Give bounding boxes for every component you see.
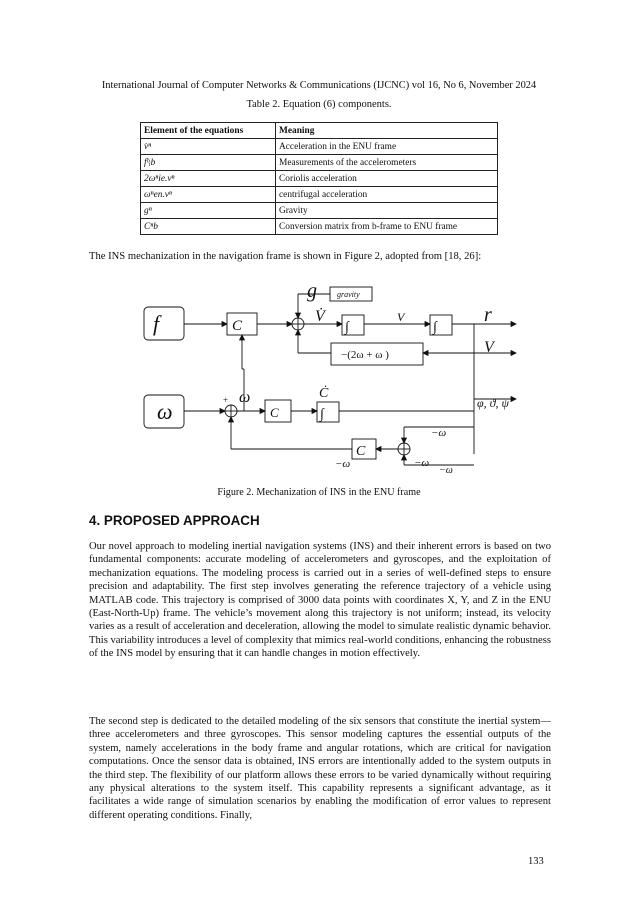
meaning-cell: Coriolis acceleration	[276, 171, 498, 187]
table-row	[141, 139, 498, 155]
label-gravity: gravity	[337, 290, 360, 299]
label-c-top: C	[232, 318, 243, 334]
section-heading: 4. PROPOSED APPROACH	[89, 513, 260, 528]
meaning-cell: Conversion matrix from b-frame to ENU frame	[276, 219, 498, 235]
label-v-out: V	[484, 339, 494, 356]
integral-symbol-attitude: ∫	[320, 407, 324, 422]
table-row	[141, 219, 498, 235]
label-plus: +	[223, 395, 229, 405]
label-omega-en: −ω	[439, 465, 453, 474]
label-angles: φ, ϑ, ψ	[477, 396, 509, 410]
label-f-ib: f	[153, 311, 160, 336]
label-c-bottom: C	[270, 405, 279, 420]
ins-mechanization-diagram	[139, 269, 519, 474]
element-cell: v̇ⁿ	[141, 139, 276, 155]
table-row	[141, 155, 498, 171]
label-g: g	[307, 280, 317, 302]
integral-symbol-position: ∫	[433, 320, 437, 335]
label-omega-ib: ω	[157, 399, 173, 424]
label-omega-in-left: −ω	[335, 458, 351, 470]
label-omega-ie: −ω	[431, 427, 447, 439]
equation-components-table	[140, 122, 498, 235]
element-cell: ωⁿen.vⁿ	[141, 187, 276, 203]
label-r: r	[484, 304, 492, 326]
element-cell: 2ωⁿie.vⁿ	[141, 171, 276, 187]
body-paragraph-1: Our novel approach to modeling inertial navigation systems (INS) and their inherent errors is based on two fundamental components: accurate modeling of accelerometers and gyroscopes, and the exploitation of mechanization equations. The modeling process is carried out in a series of well-defined steps to ensure precision and adaptability. The first step involves generating the reference trajectory of a vehicle using MATLAB code. This trajectory is comprised of 3000 data points with coordinates X, Y, and Z in the ENU (East-North-Up) frame. The vehicle’s movement along this trajectory is not uniform; instead, its velocity varies as a result of acceleration and deceleration, allowing the model to simulate realistic dynamic behavior. This variability introduces a level of complexity that mimics real-world conditions, enhancing the robustness of the INS model by ensuring that it can handle changes in motion effectively.	[89, 541, 551, 660]
element-cell: Cⁿb	[141, 219, 276, 235]
table-row	[141, 203, 498, 219]
label-v: V	[397, 310, 405, 324]
column-header-meaning: Meaning	[276, 123, 498, 139]
label-v-dot: V̇	[315, 308, 325, 325]
table-header-row	[141, 123, 498, 139]
table-row	[141, 171, 498, 187]
page-number: 133	[528, 856, 544, 867]
meaning-cell: Gravity	[276, 203, 498, 219]
body-paragraph-2: The second step is dedicated to the detailed modeling of the six sensors that constitute the inertial system—three accelerometers and three gyroscopes. This sensor modeling captures the essential outputs of the system, namely accelerations in the body frame and angular rotations, which are critical for navigation computations. Once the sensor data is obtained, INS errors are intentionally added to the system outputs in the third step. The flexibility of our platform allows these errors to be varied dynamically without requiring any physical alterations to the system itself. This capability represents a significant advantage, as it facilitates a wide range of simulation scenarios by enabling the modification of error values to represent different operating conditions. Finally,	[89, 716, 551, 821]
label-c-dot: Ċ	[319, 386, 329, 401]
table-row	[141, 187, 498, 203]
meaning-cell: centrifugal acceleration	[276, 187, 498, 203]
intro-paragraph: The INS mechanization in the navigation frame is shown in Figure 2, adopted from [18, 26]:	[89, 251, 482, 262]
label-omega-in-right: −ω	[414, 457, 430, 469]
figure-caption: Figure 2. Mechanization of INS in the ENU frame	[217, 487, 421, 498]
meaning-cell: Measurements of the accelerometers	[276, 155, 498, 171]
label-c-nb: C	[356, 444, 366, 459]
integral-symbol-velocity: ∫	[345, 320, 349, 335]
element-cell: gⁿ	[141, 203, 276, 219]
label-omega-nb: ω	[239, 389, 251, 406]
element-cell: fᵇᵢb	[141, 155, 276, 171]
journal-header: International Journal of Computer Networks & Communications (IJCNC) vol 16, No 6, November 2024	[101, 80, 537, 91]
specific-force-block	[144, 307, 184, 340]
table-caption: Table 2. Equation (6) components.	[246, 99, 392, 110]
meaning-cell: Acceleration in the ENU frame	[276, 139, 498, 155]
label-coriolis: −(2ω + ω )	[341, 349, 389, 361]
column-header-element: Element of the equations	[141, 123, 276, 139]
